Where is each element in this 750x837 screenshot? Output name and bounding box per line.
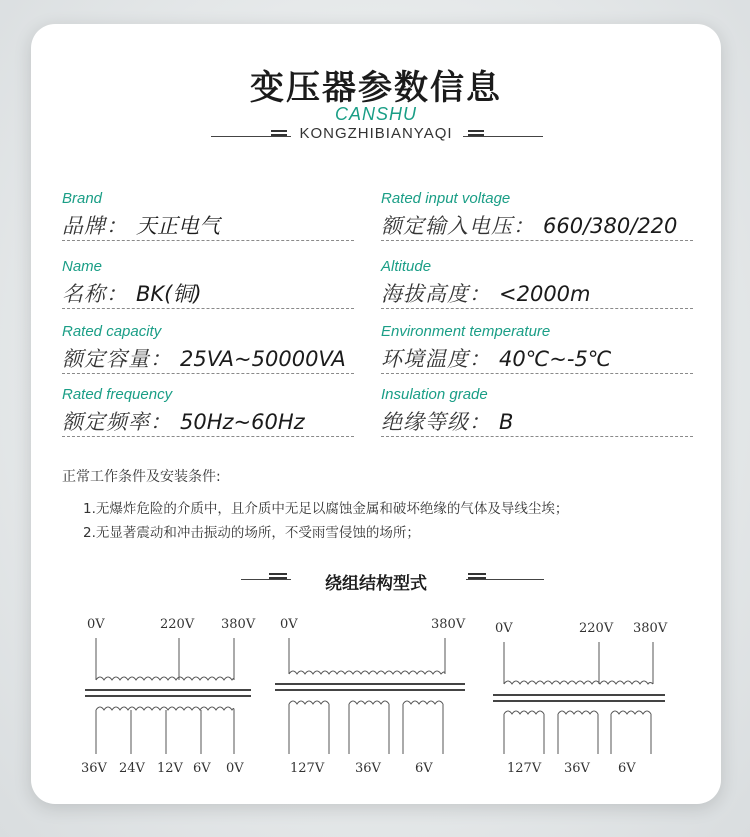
divider-right: [463, 136, 543, 137]
winding-divider-right-bar2: [468, 577, 486, 579]
tap-label: 380V: [221, 617, 256, 632]
winding-diagram-1: [81, 617, 256, 776]
param-label: 绝缘等级：: [381, 410, 491, 434]
winding-divider-right-bar: [468, 573, 486, 575]
tap-label: 0V: [87, 617, 105, 632]
param-rated-frequency: [62, 386, 354, 437]
winding-diagram-3: [493, 621, 668, 776]
param-en: Brand: [62, 190, 103, 207]
tap-label: 36V: [355, 761, 381, 776]
param-label: 额定频率：: [62, 410, 172, 434]
param-environment-temperature: [381, 323, 693, 374]
param-rated-input-voltage: [381, 190, 693, 241]
divider-left-bar2: [271, 134, 287, 136]
parameter-card: [31, 24, 721, 804]
divider-right-bar: [468, 130, 484, 132]
tap-label: 6V: [618, 761, 636, 776]
param-value: 660/380/220: [543, 214, 678, 238]
divider-left-bar: [271, 130, 287, 132]
tap-label: 0V: [495, 621, 513, 636]
tap-label: 220V: [579, 621, 614, 636]
subtitle-canshu: CANSHU: [334, 104, 417, 124]
param-en: Altitude: [381, 258, 432, 275]
subtitle-kongzhibianyaqi: KONGZHIBIANYAQI: [299, 125, 453, 142]
param-en: Rated frequency: [62, 386, 173, 403]
param-label: 额定容量：: [62, 347, 172, 371]
param-en: Insulation grade: [381, 386, 488, 403]
tap-label: 380V: [431, 617, 466, 632]
param-label: 环境温度：: [381, 347, 491, 371]
param-label: 品牌：: [62, 214, 128, 238]
param-value: B: [499, 410, 514, 434]
param-value: <2000m: [499, 282, 591, 306]
param-label: 额定输入电压：: [381, 214, 535, 238]
param-name: [62, 258, 354, 309]
param-value: 天正电气: [136, 214, 220, 238]
tap-label: 0V: [226, 761, 244, 776]
param-insulation-grade: [381, 386, 693, 437]
winding-diagrams: [31, 604, 721, 794]
divider-right-bar2: [468, 134, 484, 136]
condition-item-1: 1.无爆炸危险的介质中，且介质中无足以腐蚀金属和破坏绝缘的气体及导线尘埃；: [83, 501, 569, 517]
tap-label: 380V: [633, 621, 668, 636]
winding-diagram-2: [275, 617, 466, 776]
param-en: Rated input voltage: [381, 190, 511, 207]
tap-label: 127V: [507, 761, 542, 776]
tap-label: 220V: [160, 617, 195, 632]
param-value: 40℃~-5℃: [499, 347, 612, 371]
tap-label: 6V: [415, 761, 433, 776]
page-title: 变压器参数信息: [250, 68, 502, 108]
condition-item-2: 2.无显著震动和冲击振动的场所，不受雨雪侵蚀的场所；: [83, 525, 420, 541]
param-value: BK(铜): [136, 282, 202, 306]
param-brand: [62, 190, 354, 241]
tap-label: 12V: [157, 761, 183, 776]
winding-title: 绕组结构型式: [325, 574, 427, 594]
param-altitude: [381, 258, 693, 309]
tap-label: 36V: [564, 761, 590, 776]
tap-label: 127V: [290, 761, 325, 776]
param-en: Name: [62, 258, 103, 275]
param-rated-capacity: [62, 323, 354, 374]
conditions-title: 正常工作条件及安装条件:: [62, 469, 221, 485]
param-label: 名称：: [62, 282, 128, 306]
divider-left: [211, 136, 291, 137]
param-value: 25VA~50000VA: [180, 347, 346, 371]
param-en: Rated capacity: [62, 323, 162, 340]
tap-label: 0V: [280, 617, 298, 632]
param-label: 海拔高度：: [381, 282, 491, 306]
param-en: Environment temperature: [381, 323, 551, 340]
tap-label: 36V: [81, 761, 107, 776]
winding-divider-right: [466, 579, 544, 580]
tap-label: 6V: [193, 761, 211, 776]
tap-label: 24V: [119, 761, 145, 776]
param-value: 50Hz~60Hz: [180, 410, 305, 434]
